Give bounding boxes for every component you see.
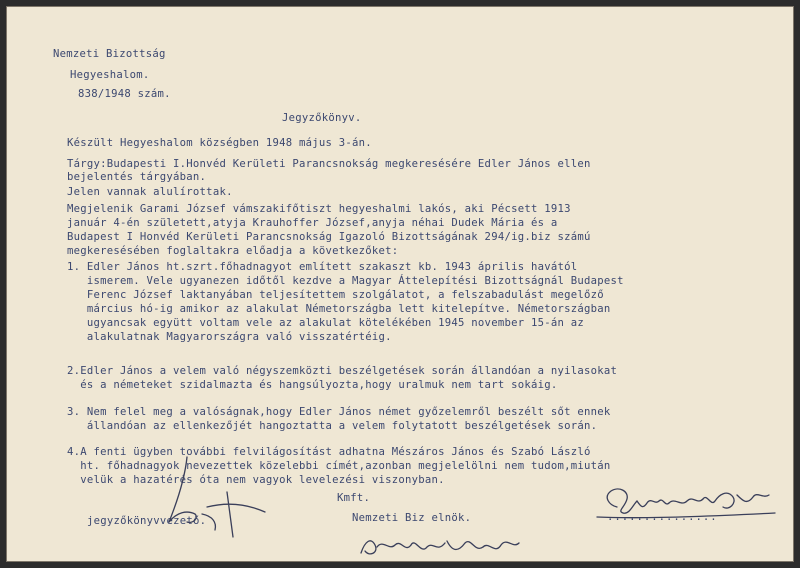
body-line: Jelen vannak alulírottak.	[67, 186, 233, 198]
body-line: Készült Hegyeshalom községben 1948 május 3-án.	[67, 137, 372, 149]
body-line: alakulatnak Magyarországra való visszatértéig.	[67, 331, 392, 343]
issuing-town: Hegyeshalom.	[70, 69, 150, 81]
signature-dotted-line: ...............	[607, 511, 718, 523]
body-line: és a németeket szidalmazta és hangsúlyozta,hogy uralmuk nem tart sokáig.	[67, 379, 558, 391]
body-line: ht. főhadnagyok nevezettek közelebbi címét,azonban megjelelölni nem tudom,miután	[67, 460, 611, 472]
chair-signature	[355, 527, 525, 563]
body-line: velük a hazatérés óta nem vagyok levelezési viszonyban.	[67, 474, 445, 486]
body-line: Tárgy:Budapesti I.Honvéd Kerületi Parancsnokság megkeresésére Edler János ellen	[67, 158, 591, 170]
recorder-label: jegyzőkönyvvezető.	[87, 515, 207, 527]
body-line: Budapest I Honvéd Kerületi Parancsnokság Igazoló Bizottságának 294/ig.biz számú	[67, 231, 591, 243]
body-line: 2.Edler János a velem való négyszemközti beszélgetések során állandóan a nyilasokat	[67, 365, 618, 377]
body-line: március hó-ig amikor az alakulat Németországba lett kitelepítve. Németországban	[67, 303, 611, 315]
chair-label: Nemzeti Biz elnök.	[352, 512, 472, 524]
body-line: ismerem. Vele ugyanezen időtől kezdve a Magyar Áttelepítési Bizottságnál Budapest	[67, 275, 624, 287]
document-title: Jegyzőkönyv.	[282, 112, 362, 124]
body-line: január 4-én született,atyja Krauhoffer József,anyja néhai Dudek Mária és a	[67, 217, 558, 229]
body-line: 4.A fenti ügyben további felvilágosítást adhatna Mészáros János és Szabó László	[67, 446, 591, 458]
closing-kmft: Kmft.	[337, 492, 371, 504]
document-page	[6, 6, 794, 562]
body-line: 3. Nem felel meg a valóságnak,hogy Edler János német győzelemről beszélt sőt ennek	[67, 406, 611, 418]
body-line: bejelentés tárgyában.	[67, 171, 207, 183]
body-line: Megjelenik Garami József vámszakifőtiszt hegyeshalmi lakós, aki Pécsett 1913	[67, 203, 571, 215]
body-line: állandóan az ellenkezőjét hangoztatta a velem folytatott beszélgetések során.	[67, 420, 598, 432]
body-line: megkeresésében foglaltakra előadja a következőket:	[67, 245, 399, 257]
body-line: Ferenc József laktanyában teljesítettem szolgálatot, a felszabadulást megelőző	[67, 289, 604, 301]
body-line: ugyancsak együtt voltam vele az alakulat kötelékében 1945 november 15-án az	[67, 317, 584, 329]
body-line: 1. Edler János ht.szrt.főhadnagyot említett szakaszt kb. 1943 április havától	[67, 261, 578, 273]
document-number: 838/1948 szám.	[78, 88, 171, 100]
issuing-office: Nemzeti Bizottság	[53, 48, 166, 60]
